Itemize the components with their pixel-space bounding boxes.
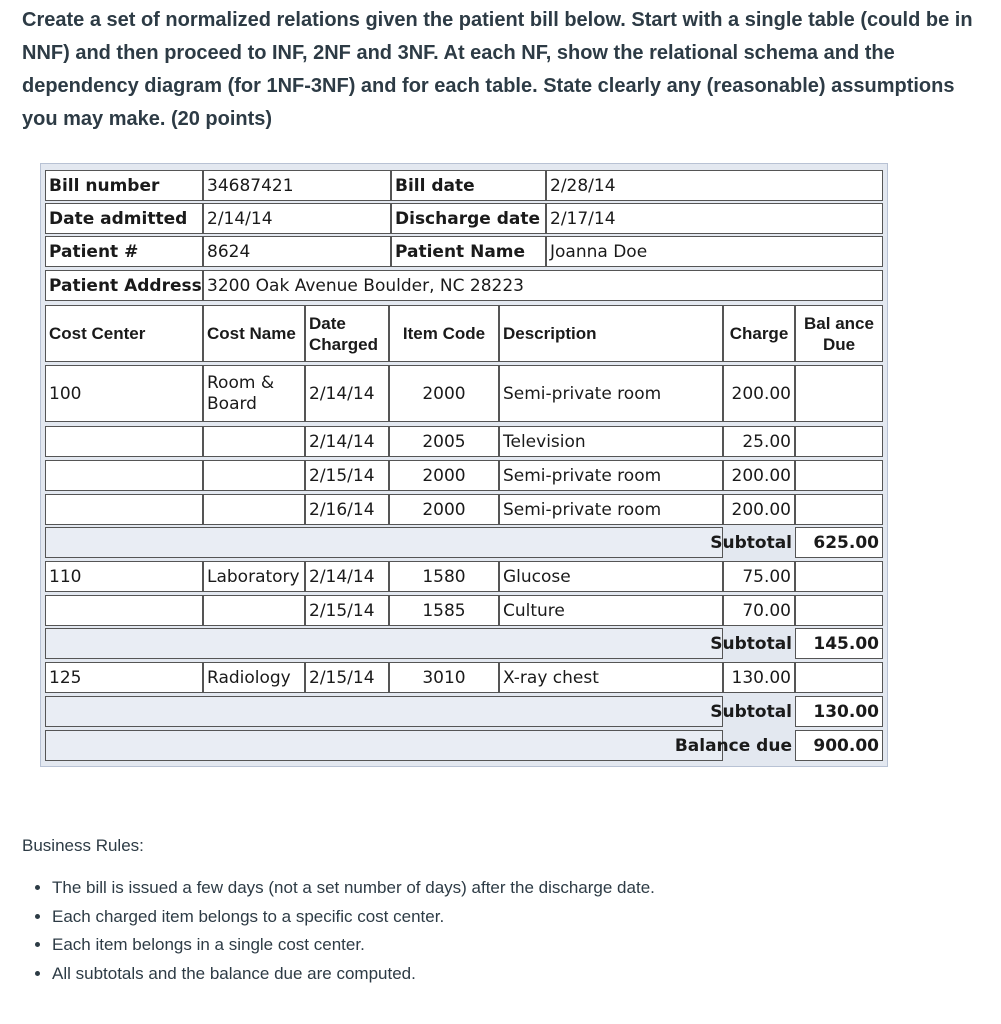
item-cost-center (45, 460, 203, 491)
question-text: Create a set of normalized relations given the patient bill below. Start with a single table (could be in NNF) and then proceed to INF, 2NF and 3NF. At each NF, show the relational schema and the dependency diagram (for 1NF-3NF) and for each table. State clearly any (reasonable) assumptions you may make. (20 points) (22, 9, 973, 130)
item-code: 2000 (389, 365, 499, 422)
balance-row-filler (45, 730, 723, 761)
bill-number-label: Bill number (45, 170, 203, 201)
item-cost-name: Radiology (203, 662, 305, 693)
item-charge: 75.00 (723, 561, 795, 592)
item-balance (795, 460, 883, 491)
item-code: 2000 (389, 460, 499, 491)
list-item: • Each charged item belongs to a specific cost center. (52, 903, 952, 932)
balance-due-value: 900.00 (795, 730, 883, 761)
item-cost-center: 125 (45, 662, 203, 693)
item-cost-center: 100 (45, 365, 203, 422)
header-balance-due: Bal ance Due (795, 305, 883, 362)
subtotal-row-filler (45, 696, 723, 727)
item-balance (795, 494, 883, 525)
item-charge: 130.00 (723, 662, 795, 693)
header-description: Description (499, 305, 723, 362)
item-description: Semi-private room (499, 365, 723, 422)
item-date-charged: 2/14/14 (305, 426, 389, 457)
item-cost-name (203, 426, 305, 457)
item-cost-name (203, 460, 305, 491)
item-balance (795, 662, 883, 693)
item-cost-center: 110 (45, 561, 203, 592)
item-balance (795, 365, 883, 422)
item-cost-center (45, 426, 203, 457)
item-description: Glucose (499, 561, 723, 592)
item-cost-name (203, 494, 305, 525)
item-code: 1585 (389, 595, 499, 626)
discharge-date-label: Discharge date (391, 203, 546, 234)
bill-date-label: Bill date (391, 170, 546, 201)
item-date-charged: 2/15/14 (305, 595, 389, 626)
balance-due-label: Balance due (674, 735, 792, 756)
header-date-charged: Date Charged (305, 305, 389, 362)
item-balance (795, 561, 883, 592)
subtotal-label: Subtotal (710, 532, 792, 553)
item-cost-name: Room & Board (203, 365, 305, 422)
discharge-date-value: 2/17/14 (546, 203, 883, 234)
item-date-charged: 2/16/14 (305, 494, 389, 525)
item-balance (795, 426, 883, 457)
list-item: • Each item belongs in a single cost center. (52, 931, 952, 960)
header-cost-name: Cost Name (203, 305, 305, 362)
item-date-charged: 2/14/14 (305, 561, 389, 592)
date-admitted-label: Date admitted (45, 203, 203, 234)
patient-name-value: Joanna Doe (546, 236, 883, 267)
bill-date-value: 2/28/14 (546, 170, 883, 201)
item-charge: 70.00 (723, 595, 795, 626)
item-cost-name (203, 595, 305, 626)
item-charge: 200.00 (723, 365, 795, 422)
header-item-code: Item Code (389, 305, 499, 362)
subtotal-value: 130.00 (795, 696, 883, 727)
header-charge: Charge (723, 305, 795, 362)
item-description: Culture (499, 595, 723, 626)
patient-number-value: 8624 (203, 236, 391, 267)
business-rules-title: Business Rules: (22, 836, 144, 855)
item-code: 3010 (389, 662, 499, 693)
item-description: X-ray chest (499, 662, 723, 693)
item-charge: 200.00 (723, 494, 795, 525)
item-description: Semi-private room (499, 460, 723, 491)
business-rules-list (22, 874, 952, 988)
patient-bill (40, 163, 888, 767)
item-code: 2005 (389, 426, 499, 457)
patient-address-label: Patient Address (45, 270, 203, 301)
item-charge: 200.00 (723, 460, 795, 491)
item-balance (795, 595, 883, 626)
item-code: 2000 (389, 494, 499, 525)
subtotal-row-filler (45, 628, 723, 659)
subtotal-label: Subtotal (710, 701, 792, 722)
item-code: 1580 (389, 561, 499, 592)
patient-name-label: Patient Name (391, 236, 546, 267)
subtotal-value: 625.00 (795, 527, 883, 558)
item-date-charged: 2/14/14 (305, 365, 389, 422)
list-item: • The bill is issued a few days (not a set number of days) after the discharge date. (52, 874, 952, 903)
subtotal-label: Subtotal (710, 633, 792, 654)
item-date-charged: 2/15/14 (305, 662, 389, 693)
subtotal-value: 145.00 (795, 628, 883, 659)
item-date-charged: 2/15/14 (305, 460, 389, 491)
item-cost-center (45, 494, 203, 525)
subtotal-row-filler (45, 527, 723, 558)
date-admitted-value: 2/14/14 (203, 203, 391, 234)
list-item: • All subtotals and the balance due are computed. (52, 960, 952, 989)
item-description: Semi-private room (499, 494, 723, 525)
patient-address-value: 3200 Oak Avenue Boulder, NC 28223 (203, 270, 883, 301)
patient-number-label: Patient # (45, 236, 203, 267)
item-charge: 25.00 (723, 426, 795, 457)
bill-number-value: 34687421 (203, 170, 391, 201)
item-cost-name: Laboratory (203, 561, 305, 592)
header-cost-center: Cost Center (45, 305, 203, 362)
item-cost-center (45, 595, 203, 626)
item-description: Television (499, 426, 723, 457)
